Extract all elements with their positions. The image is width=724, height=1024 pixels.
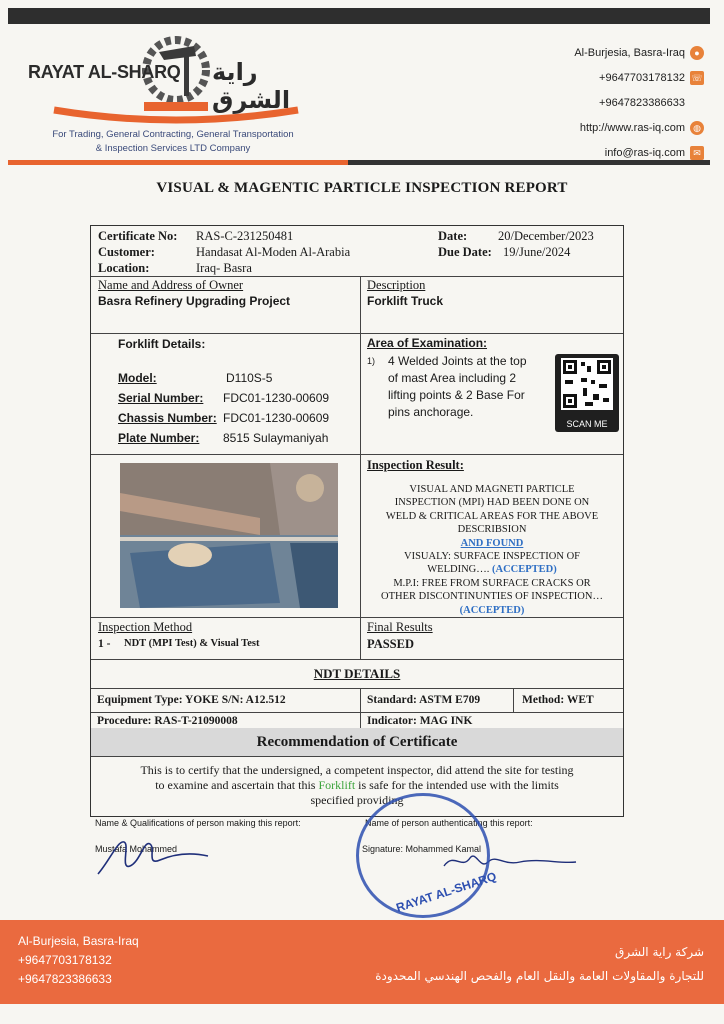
divider <box>91 712 623 713</box>
company-logo <box>24 32 324 132</box>
certificate-label: Certificate No: <box>98 229 178 243</box>
model-label: Model: <box>118 371 157 385</box>
divider <box>91 333 623 334</box>
report-title: VISUAL & MAGENTIC PARTICLE INSPECTION REPORT <box>156 180 568 196</box>
qr-code[interactable] <box>555 354 619 432</box>
inspection-photo <box>120 463 338 608</box>
contact-email[interactable]: info@ras-iq.com ✉ <box>464 140 704 165</box>
ndt-details-title: NDT DETAILS <box>313 666 401 681</box>
logo-text-ar: راية الشرق <box>212 58 291 114</box>
company-tagline <box>28 128 318 156</box>
certificate-number: RAS-C-231250481 <box>196 229 294 243</box>
customer-value: Handasat Al-Moden Al-Arabia <box>196 245 351 259</box>
inspection-result-text: VISUAL AND MAGNETI PARTICLE INSPECTION (MPI) HAD BEEN DONE ON WELD & CRITICAL AREAS FOR THE ABOVE DESCRIBSION AND FOUND VISUALY: SURFACE INSPECTION OF WELDING…. (ACCEPTED) M.P.I: FREE FROM SURFACE CRACKS OR OTHER DISCONTINUNTIES OF INSPECTION… (ACCEPTED) <box>361 483 623 617</box>
phone-icon: ☏ <box>691 72 703 83</box>
footer-company-arabic <box>375 940 704 988</box>
inspector-label: Name & Qualifications of person making this report: <box>95 818 301 828</box>
date-label: Date: <box>438 229 468 243</box>
chassis-value: FDC01-1230-00609 <box>223 411 330 425</box>
header-stripe-orange <box>8 160 348 165</box>
header-stripe-dark <box>348 160 710 165</box>
due-date-label: Due Date: <box>438 245 492 259</box>
inspection-result-label: Inspection Result: <box>367 458 464 472</box>
footer-arabic-description: للتجارة والمقاولات العامة والنقل العام والفحص الهندسي المحدودة <box>375 969 704 983</box>
inspection-method-value: NDT (MPI Test) & Visual Test <box>124 638 260 649</box>
and-found: AND FOUND <box>460 537 524 549</box>
divider <box>91 617 623 618</box>
chassis-label: Chassis Number: <box>118 411 217 425</box>
plate-value: 8515 Sulaymaniyah <box>223 431 329 445</box>
divider <box>91 659 623 660</box>
inspector-name: Mustafa Mohammed <box>95 844 178 854</box>
divider <box>91 454 623 455</box>
footer-arabic-name: شركة راية الشرق <box>615 945 704 959</box>
contact-address: Al-Burjesia, Basra-Iraq ● <box>464 40 704 65</box>
owner-value: Basra Refinery Upgrading Project <box>98 294 291 308</box>
qr-pattern <box>561 358 613 410</box>
serial-label: Serial Number: <box>118 391 204 405</box>
stamp-text: RAYAT AL-SHARQ <box>394 869 499 915</box>
description-value: Forklift Truck <box>367 294 444 308</box>
recommendation-title: Recommendation of Certificate <box>91 728 623 756</box>
divider <box>91 688 623 689</box>
footer-phone-1: +9647703178132 <box>18 953 112 967</box>
certification-statement: This is to certify that the undersigned, a competent inspector, did attend the site for testing to examine and ascertain that this Forklift is safe for the intended use with the limits specified providing <box>140 763 574 807</box>
date-value: 20/December/2023 <box>498 229 594 243</box>
tagline-line-2: & Inspection Services LTD Company <box>95 143 251 154</box>
qr-caption: SCAN ME <box>566 419 608 429</box>
authenticator-name: Signature: Mohammed Kamal <box>362 844 482 854</box>
authenticator-label: Name of person authenticating this report: <box>365 818 533 828</box>
standard: Standard: ASTM E709 <box>367 694 481 706</box>
indicator: Indicator: MAG INK <box>367 715 473 727</box>
accepted-visual: (ACCEPTED) <box>491 564 557 576</box>
inspection-method-number: 1 - <box>98 638 111 650</box>
footer-contact <box>18 932 139 989</box>
mail-icon: ✉ <box>690 146 704 160</box>
footer-address: Al-Burjesia, Basra-Iraq <box>18 934 139 948</box>
description-label: Description <box>367 278 426 292</box>
final-results-value: PASSED <box>367 637 415 651</box>
procedure: Procedure: RAS-T-21090008 <box>97 715 238 727</box>
method-wet: Method: WET <box>522 694 594 706</box>
contact-info <box>464 40 704 165</box>
location-label: Location: <box>98 261 150 275</box>
divider <box>513 688 514 712</box>
forklift-details-title: Forklift Details: <box>118 337 206 351</box>
plate-label: Plate Number: <box>118 431 200 445</box>
contact-website[interactable]: http://www.ras-iq.com ◍ <box>464 115 704 140</box>
tagline-line-1: For Trading, General Contracting, General Transportation <box>52 129 294 140</box>
contact-phone-2: +9647823386633 <box>599 96 685 109</box>
divider <box>91 276 623 277</box>
footer-phone-2: +9647823386633 <box>18 972 112 986</box>
contact-phone-1: +9647703178132 ☏ <box>599 71 703 84</box>
serial-value: FDC01-1230-00609 <box>223 391 330 405</box>
logo-text-en: RAYAT AL-SHARQ <box>28 62 181 82</box>
accepted-mpi: (ACCEPTED) <box>459 604 525 616</box>
model-value: D110S-5 <box>226 371 273 385</box>
inspector-signature <box>90 830 220 880</box>
divider <box>91 756 623 757</box>
area-item-number: 1) <box>367 356 376 366</box>
top-bar <box>8 8 710 24</box>
area-description: 4 Welded Joints at the top of mast Area including 2 lifting points & 2 Base For pins anchorage. <box>388 354 527 419</box>
divider <box>360 688 361 728</box>
location-value: Iraq- Basra <box>196 261 252 275</box>
equipment-type: Equipment Type: YOKE S/N: A12.512 <box>97 694 286 706</box>
final-results-label: Final Results <box>367 620 433 634</box>
due-date-value: 19/June/2024 <box>503 245 571 259</box>
location-pin-icon: ● <box>690 46 704 60</box>
customer-label: Customer: <box>98 245 155 259</box>
globe-icon: ◍ <box>690 121 704 135</box>
area-label: Area of Examination: <box>367 336 488 350</box>
inspection-method-label: Inspection Method <box>98 620 193 634</box>
equipment-name-highlight: Forklift <box>318 778 356 792</box>
owner-label: Name and Address of Owner <box>98 278 244 292</box>
